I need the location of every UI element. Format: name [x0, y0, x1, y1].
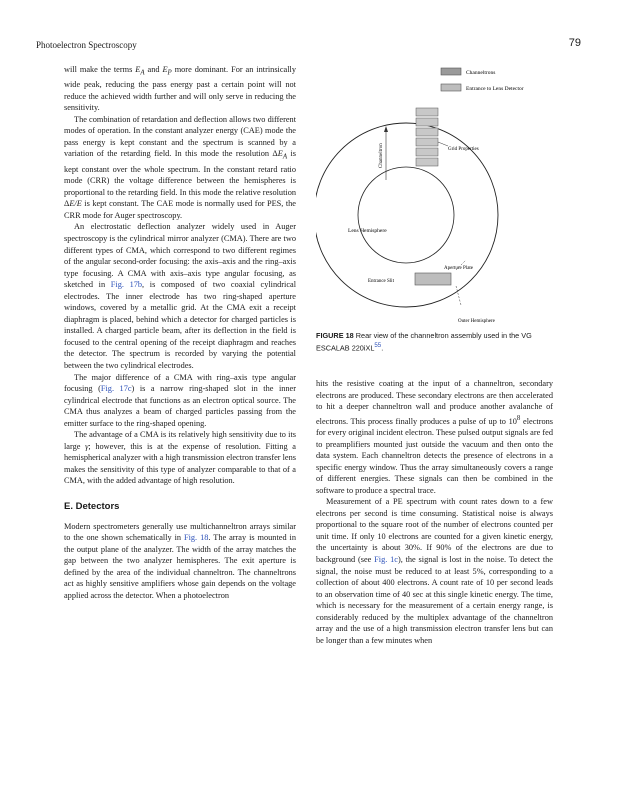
legend-channeltrons: Channeltrons: [466, 70, 496, 76]
paragraph: will make the terms $E_A$ and $E_P$ more dominant. For an intrinsically wide peak, reducing the pass energy past a certain point will not reduce the achieved width further and will only serve in reducing the sensitivity.: [64, 65, 296, 113]
caption-label: FIGURE 18: [316, 331, 354, 340]
figure-18: [316, 60, 556, 330]
section-heading: E. Detectors: [64, 501, 120, 512]
arrow-head: [384, 126, 388, 132]
legend-entrance: Entrance to Lens Detector: [466, 86, 524, 92]
caption-ref[interactable]: 55: [374, 341, 382, 349]
legend-swatch-channeltrons: [441, 68, 461, 75]
paragraph: An electrostatic deflection analyzer widely used in Auger spectroscopy is the cylindrical mirror analyzer (CMA). There are two different types of CMA, which correspond to two different regimes of the angular second-order focusing: the axis–axis and the ring–axis type focusing. A CMA with axis–axis type angular focusing, as sketched in Fig. 17b, is composed of two coaxial cylindrical electrodes. The inner electrode has two ring-shaped aperture windows, covered by a metallic grid. At the CMA exit a receipt diaphragm is placed, behind which a detector for charged particles is installed. A charged particle beam, after its deflection in the field is focused to the central opening of the receipt diaphragm and reaches the detector. The spectrum is recorded by varying the potential between the two cylindrical electrodes.: [64, 222, 296, 370]
right-column: [316, 378, 553, 646]
left-column: [64, 64, 296, 601]
label-aperture: Aperture Plate: [444, 266, 474, 271]
inner-hemisphere-circle: [358, 167, 454, 263]
channeltron-diagram: [316, 60, 556, 330]
channeltron: [416, 148, 438, 156]
channeltron: [416, 158, 438, 166]
page-number: 79: [568, 37, 581, 49]
channeltron: [416, 128, 438, 136]
figure-link[interactable]: Fig. 17c: [100, 384, 132, 394]
label-grid: Grid Properties: [448, 147, 479, 152]
channeltron: [416, 118, 438, 126]
channeltron: [416, 138, 438, 146]
paragraph: Measurement of a PE spectrum with count rates down to a few electrons per second is time consuming. Statistical noise is always proportional to the square root of the number of electrons counted per unit time. If only 10 electrons are counted for a given kinetic energy, the uncertainty is about 30%. If 90% of the electrons are due to background (see Fig. 1c), the signal is lost in the noise. To detect the signal, the noise must be reduced to at least 5%, corresponding to a collection of about 400 electrons. A count rate of 10 per second leads to an observation time of 40 sec at this single kinetic energy. The time, which is necessary for the measurement of a certain energy range, is considerably reduced by the multiplex advantage of the channeltron array and the use of a high transmission electron transfer lens but can be longer than a few minutes when: [316, 497, 553, 645]
paragraph: The combination of retardation and deflection allows two different modes of operation. In the constant analyzer energy (CAE) mode the pass energy is kept constant and the spectrum is scanned by a variation of the retarding field. In this mode the resolution $\Delta E_A$ is kept constant over the whole spectrum. In the constant retard ratio mode (CRR) the voltage difference between the hemispheres is proportional to the retarding field. In this mode the relative resolution ΔE/E is kept constant. The CAE mode is normally used for PES, the CRR mode for Auger spectroscopy.: [64, 114, 296, 220]
label-outer: Outer Hemisphere: [458, 319, 495, 324]
label-lens: Lens Hemisphere: [348, 228, 387, 234]
figure-link[interactable]: Fig. 1c: [374, 554, 398, 564]
legend-swatch-entrance: [441, 84, 461, 91]
paragraph: The major difference of a CMA with ring–axis type angular focusing (Fig. 17c) is a narrow ring-shaped slot in the inner cylindrical electrode that functions as an electron optical source. The CMA thus analyzes a beam of charged particles passing from the emitter surface to the ring-shaped opening.: [64, 372, 296, 428]
figure-link[interactable]: Fig. 18: [183, 533, 209, 543]
channeltron: [416, 108, 438, 116]
paragraph: Modern spectrometers generally use multichanneltron arrays similar to the one shown schematically in Fig. 18. The array is mounted in the output plane of the analyzer. The width of the array matches the gap between the two analyzer hemispheres. The exit aperture is defined by the area of the individual channeltron. The channeltrons act as highly sensitive amplifiers whose gain depends on the voltage applied across the detector. When a photoelectron: [64, 521, 296, 600]
figure-link[interactable]: Fig. 17b: [110, 280, 143, 290]
running-title: Photoelectron Spectroscopy: [36, 40, 137, 50]
leader-line: [438, 142, 448, 146]
caption-text: Rear view of the channeltron assembly used in the VG ESCALAB 220iXL: [316, 331, 532, 352]
figure-caption: FIGURE 18 Rear view of the channeltron assembly used in the VG ESCALAB 220iXL$^{55}$.: [316, 331, 532, 352]
paragraph: hits the resistive coating at the input of a channeltron, secondary electrons are produced. These secondary electrons are then accelerated to hit a deeper channeltron wall and produce another avalanche of electrons. This process finally produces a pulse of up to $10^8$ electrons for every original incident electron. These pulsed output signals are fed to preamplifiers mounted just outside the vacuum and then onto the data system. Each channeltron detects the presence of electrons in a specific energy window. Thus the array simultaneously covers a range of different energies. These signals can then be combined in the software to produce a spectral trace.: [316, 379, 553, 495]
aperture-plate: [415, 273, 451, 285]
label-entrance-slit: Entrance Slit: [368, 279, 394, 284]
label-channeltron: Channeltron: [379, 143, 384, 168]
channeltron-array: [416, 108, 438, 166]
paragraph: The advantage of a CMA is its relatively high sensitivity due to its large γ; however, this is at the expense of resolution. Fitting a hemispherical analyzer with a high transmission electron transfer lens makes the sensitivity of this type of analyzer comparable to that of a CMA, with the added advantage of high resolution.: [64, 430, 296, 486]
